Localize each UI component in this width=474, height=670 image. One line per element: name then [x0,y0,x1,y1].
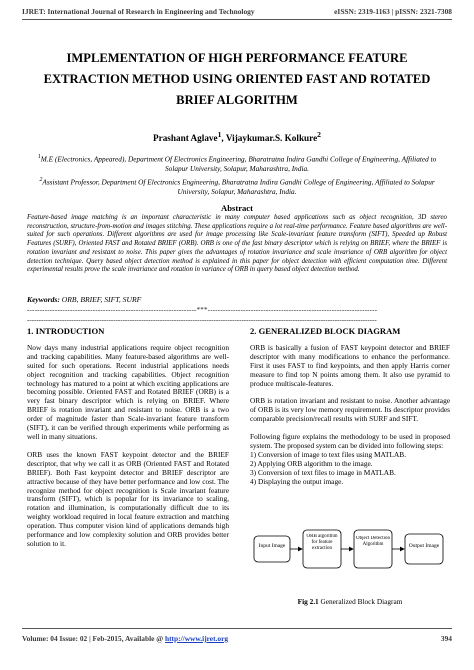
issn: eISSN: 2319-1163 | pISSN: 2321-7308 [334,7,452,16]
keywords [27,295,141,304]
keywords-label: Keywords: [27,295,60,304]
author-sep: , [221,133,226,144]
input-image-label: Input Image [258,543,286,549]
output-image-label: Output Image [408,543,440,549]
affiliation-2-text: Assistant Professor, Department Of Electronics Engineering, Bharatratna Indira Gandhi College of Engineering, Affiliated to Solapur University, Solapur, Maharashtra, India. [42,177,435,197]
section-separator-2: ------------------------------------------------------------------------------------------------------------------------------------------------------ [27,316,377,324]
left-column [27,327,229,558]
page-number: 394 [440,634,452,643]
object-detection-label: Object Detection Algorithm [355,536,390,547]
author-2: Vijaykumar.S. Kolkure [225,133,318,144]
block-diagram [250,524,450,586]
abstract-heading: Abstract [221,203,253,213]
orb-block-label: ORB algorithm for feature extraction [306,534,338,551]
block-diagram-heading: 2. GENERALIZED BLOCK DIAGRAM [250,326,401,336]
figure-number: Fig 2.1 [297,597,319,606]
journal-link[interactable]: http://www.ijret.org [164,634,229,643]
figure-caption [250,597,450,606]
section2-paragraph-3: Following figure explains the methodology to be used in proposed system. The proposed system can be divided into following steps: [250,432,450,451]
step-3: 3) Conversion of text files to image in MATLAB. [250,467,396,477]
header-rule [22,19,452,20]
author-2-sup: 2 [317,130,321,139]
affiliation-1 [30,153,444,174]
step-1: 1) Conversion of image to text files using MATLAB. [250,449,407,459]
object-detection-block [354,530,392,568]
author-1-sup: 1 [217,130,222,139]
affiliation-2-sup: 2 [39,177,43,183]
footer-volume [22,634,228,643]
orb-block [303,530,341,568]
journal-name: IJRET: International Journal of Research in Engineering and Technology [22,7,255,16]
footer-volume-text: Volume: 04 Issue: 02 | Feb-2015, Available @ [22,634,165,643]
intro-paragraph-1: Now days many industrial applications require object recognition and tracking capabilities. Many feature-based algorithms are well-suited for such operations. Recent industrial applications needs object recognition and tracking capabilities. Object recognition technology has matured to a point at which exciting applications are becoming possible. Oriented FAST and Rotated BRIEF (ORB) is a very fast binary descriptor which is relying on BRIEF. Where BRIEF is rotation invariant and resistant to noise. ORB is a two order of magnitude faster than Scale-invariant feature transform (SIFT), it can be verified through experiments while performing as well in many situations. [27,342,229,441]
intro-paragraph-2: ORB uses the known FAST keypoint detector and the BRIEF descriptor, that why we call it as ORB (Oriented FAST and Rotated BRIEF). Both Fast keypoint detector and BRIEF descriptor are attractive because of they have better performance and low cost. The recognize method for object recognition is Scale invariant feature transform (SIFT), which is popular for its invariance to scaling, rotation and illumination, is computationally difficult due to its weighty workload required in local feature extraction and matching operation. Thus computer vision kind of applications demands high performance and low complexity solution and ORB provides better solution to it. [27,449,229,548]
intro-heading: 1. INTRODUCTION [27,326,105,336]
section2-paragraph-1: ORB is basically a fusion of FAST keypoint detector and BRIEF descriptor with many modifications to enhance the performance. First it uses FAST to find keypoints, and then apply Harris corner measure to find top N points among them. It also use pyramid to produce multiscale-features. [250,342,450,388]
section2-paragraph-2: ORB is rotation invariant and resistant to noise. Another advantage of ORB is its very low memory requirement. Its descriptor provides comparable precision/recall results with SURF and SIFT. [250,396,450,424]
abstract-text: Feature-based image matching is an important characteristic in many computer based applications such as object recognition, 3D stereo reconstruction, structure-from-motion and images stitching. These applications require a lot real-time performance. Feature based algorithms are well-suited for such operations. Different algorithms are used for image processing like Scale-invariant feature transform (SIFT), Speeded up Robust Features (SURF), Oriented FAST and Rotated BRIEF (ORB). ORB is one of the fast binary descriptor which is relying on BRIEF, where the BRIEF is rotation invariant and resistant to noise. This paper gives the advantages of rotation invariance and scale invariance of ORB algorithm for object detection technique. Query based object detection method is explained in this paper for object detection with efficient computation time. Different experimental results prove the scale invariance and rotation in variance of ORB in query based object detection method. [27,214,447,274]
affiliation-1-text: M.E (Electronics, Appeared), Department Of Electronics Engineering, Bharatratna Indira Gandhi College of Engineering, Affiliated to Solapur University, Solapur, Maharashtra, India. [40,154,437,174]
input-image-block [254,536,290,562]
footer-rule [22,628,452,629]
author-1: Prashant Aglave [153,133,218,144]
section-separator: -------------------------------------------------------------------***------------------------------------------------------------------- [27,306,378,314]
paper-title: IMPLEMENTATION OF HIGH PERFORMANCE FEATURE EXTRACTION METHOD USING ORIENTED FAST AND ROTATED BRIEF ALGORITHM [43,51,431,107]
step-4: 4) Displaying the output image. [250,476,344,486]
keywords-text: ORB, BRIEF, SIFT, SURF [59,295,142,304]
output-image-block [405,534,443,564]
steps-list [250,451,450,487]
right-column [250,327,450,487]
affiliation-2 [30,176,444,197]
step-2: 2) Applying ORB algorithm to the image. [250,458,373,468]
affiliation-1-sup: 1 [37,154,41,160]
figure-caption-text: Generalized Block Diagram [318,597,403,606]
authors [0,130,474,143]
